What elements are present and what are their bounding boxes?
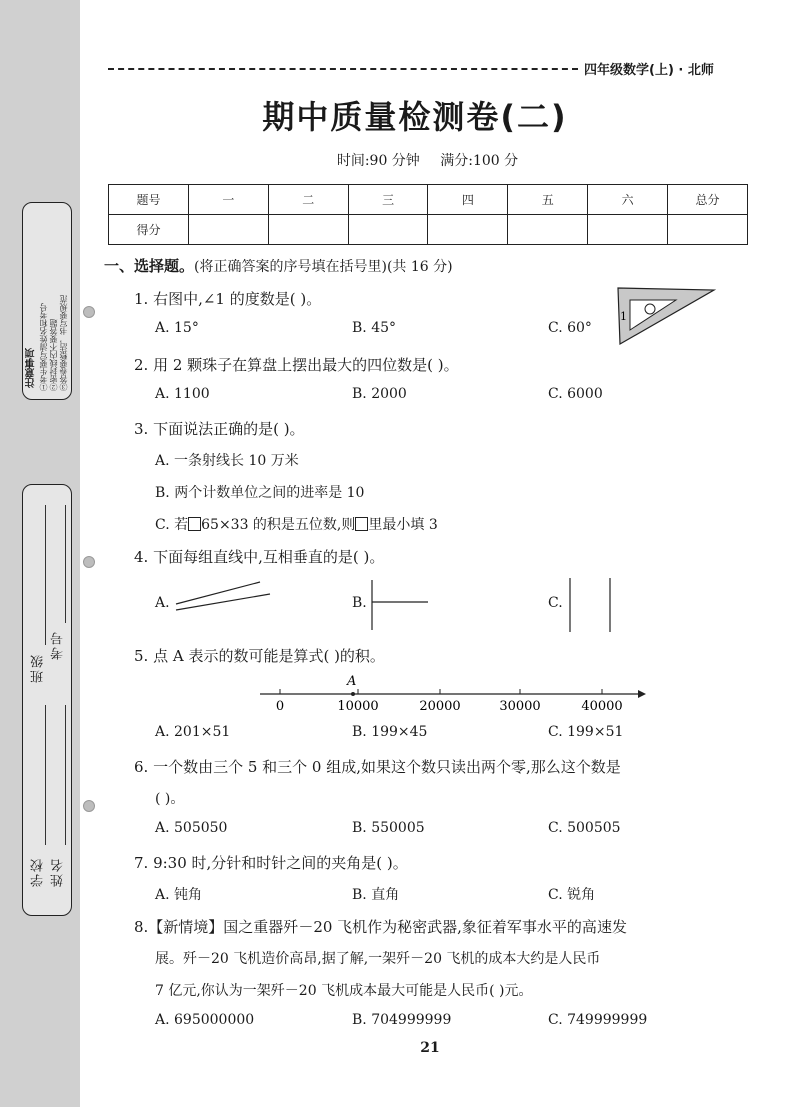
series-label: 四年级数学(上) · 北师: [584, 63, 714, 78]
question-3-text: 3. 下面说法正确的是( )。: [134, 420, 305, 438]
q7-option-b[interactable]: B. 直角: [352, 887, 400, 903]
q4-c-lines: [566, 576, 618, 634]
score-table-col: 二: [268, 185, 348, 215]
name-blank-line[interactable]: [65, 705, 66, 845]
q4-option-a[interactable]: A.: [155, 595, 170, 611]
exam-number-label: 考号: [51, 630, 66, 660]
student-info-box: [22, 484, 72, 916]
q8-option-a[interactable]: A. 695000000: [155, 1012, 255, 1028]
score-table-col: 总分: [668, 185, 748, 215]
q2-option-b[interactable]: B. 2000: [352, 386, 407, 402]
question-1-text: 1. 右图中,∠1 的度数是( )。: [134, 290, 322, 308]
binding-hole: [83, 556, 95, 568]
question-4-text: 4. 下面每组直线中,互相垂直的是( )。: [134, 548, 385, 566]
page-number: 21: [420, 1040, 440, 1056]
blank-box-icon: [188, 517, 201, 531]
triangle-ruler-figure: [618, 286, 718, 348]
number-line: [258, 672, 648, 712]
score-cell[interactable]: [348, 215, 428, 245]
score-cell[interactable]: [189, 215, 269, 245]
question-6-text-cont: ( )。: [155, 791, 185, 807]
exam-info: [0, 150, 800, 170]
q4-a-lines: [174, 580, 274, 614]
score-cell[interactable]: [428, 215, 508, 245]
q7-option-c[interactable]: C. 锐角: [548, 887, 596, 903]
q3-c-suffix: 里最小填 3: [368, 517, 438, 533]
q1-option-a[interactable]: A. 15°: [155, 320, 199, 336]
q4-a-line-2: [176, 594, 270, 610]
notice-item: ①考生要写清姓名和考号: [39, 303, 48, 391]
score-cell[interactable]: [268, 215, 348, 245]
notice-item: ②密封线内不要答题: [49, 319, 58, 391]
q3-c-prefix: C. 若: [155, 517, 189, 533]
score-table-col: 四: [428, 185, 508, 215]
q6-option-c[interactable]: C. 500505: [548, 820, 621, 836]
score-table: [108, 184, 748, 245]
q2-option-a[interactable]: A. 1100: [155, 386, 210, 402]
q1-option-c[interactable]: C. 60°: [548, 320, 592, 336]
q3-c-middle: 65×33 的积是五位数,则: [201, 517, 356, 533]
q5-option-a[interactable]: A. 201×51: [155, 724, 231, 740]
notice-items: [39, 211, 69, 391]
blank-box-icon: [355, 517, 368, 531]
notice-item: ③答卷要整洁，书写要规范: [59, 295, 68, 391]
class-label: 班级: [31, 653, 46, 683]
score-cell[interactable]: [668, 215, 748, 245]
question-6-text: 6. 一个数由三个 5 和三个 0 组成,如果这个数只读出两个零,那么这个数是: [134, 758, 621, 776]
number-line-arrow: [638, 690, 646, 698]
score-table-col: 六: [588, 185, 668, 215]
tick-label: 20000: [419, 699, 461, 714]
tick-label: 40000: [581, 699, 623, 714]
q1-option-b[interactable]: B. 45°: [352, 320, 397, 336]
q4-option-c[interactable]: C.: [548, 595, 563, 611]
question-5-text: 5. 点 A 表示的数可能是算式( )的积。: [134, 647, 385, 665]
score-table-score-row: [109, 215, 748, 245]
q3-option-c[interactable]: [155, 514, 438, 534]
triangle-ruler-circle: [645, 304, 655, 314]
header-dashed-rule: [108, 68, 578, 70]
question-8-text-cont: 展。歼－20 飞机造价高昂,据了解,一架歼－20 飞机的成本大约是人民币: [155, 951, 601, 967]
score-cell[interactable]: [508, 215, 588, 245]
question-7-text: 7. 9:30 时,分针和时针之间的夹角是( )。: [134, 854, 408, 872]
question-2-text: 2. 用 2 颗珠子在算盘上摆出最大的四位数是( )。: [134, 356, 459, 374]
tick-label: 0: [275, 699, 285, 714]
score-table-header-row: [109, 185, 748, 215]
tick-label: 30000: [499, 699, 541, 714]
angle-1-label: 1: [620, 310, 627, 323]
notice-box: [22, 202, 72, 400]
section-title: 一、选择题。: [104, 257, 195, 275]
q4-a-line-1: [176, 582, 260, 604]
q8-option-c[interactable]: C. 749999999: [548, 1012, 648, 1028]
q2-option-c[interactable]: C. 6000: [548, 386, 603, 402]
score-table-row-label: 题号: [109, 185, 189, 215]
name-label: 姓名: [51, 857, 66, 887]
page-title: 期中质量检测卷(二): [262, 98, 568, 136]
question-8-text-cont2: 7 亿元,你认为一架歼－20 飞机成本最大可能是人民币( )元。: [155, 983, 533, 999]
q6-option-b[interactable]: B. 550005: [352, 820, 425, 836]
exam-number-blank-line[interactable]: [65, 505, 66, 623]
q3-option-a[interactable]: A. 一条射线长 10 万米: [155, 453, 299, 469]
q8-option-b[interactable]: B. 704999999: [352, 1012, 452, 1028]
q4-b-lines: [368, 578, 432, 634]
school-label: 学校: [31, 857, 46, 887]
section-description: (将正确答案的序号填在括号里)(共 16 分): [194, 259, 453, 275]
score-table-col: 一: [189, 185, 269, 215]
score-cell[interactable]: [588, 215, 668, 245]
question-8-text: 8.【新情境】国之重器歼－20 飞机作为秘密武器,象征着军事水平的高速发: [134, 918, 627, 936]
section-heading: [104, 255, 453, 276]
binding-hole: [83, 800, 95, 812]
tick-label: 10000: [337, 699, 379, 714]
q6-option-a[interactable]: A. 505050: [155, 820, 228, 836]
q5-option-b[interactable]: B. 199×45: [352, 724, 428, 740]
point-a-label: A: [347, 674, 357, 689]
time-limit: 时间:90 分钟: [336, 153, 420, 169]
point-a-marker: [351, 692, 355, 696]
score-table-col: 五: [508, 185, 588, 215]
q5-option-c[interactable]: C. 199×51: [548, 724, 624, 740]
q4-option-b[interactable]: B.: [352, 595, 367, 611]
notice-title: 注意事项: [26, 348, 37, 388]
q3-option-b[interactable]: B. 两个计数单位之间的进率是 10: [155, 485, 365, 501]
class-blank-line[interactable]: [45, 505, 46, 645]
binding-hole: [83, 306, 95, 318]
school-blank-line[interactable]: [45, 705, 46, 845]
q7-option-a[interactable]: A. 钝角: [155, 887, 203, 903]
score-table-col: 三: [348, 185, 428, 215]
score-table-row-label: 得分: [109, 215, 189, 245]
full-score: 满分:100 分: [440, 153, 519, 169]
